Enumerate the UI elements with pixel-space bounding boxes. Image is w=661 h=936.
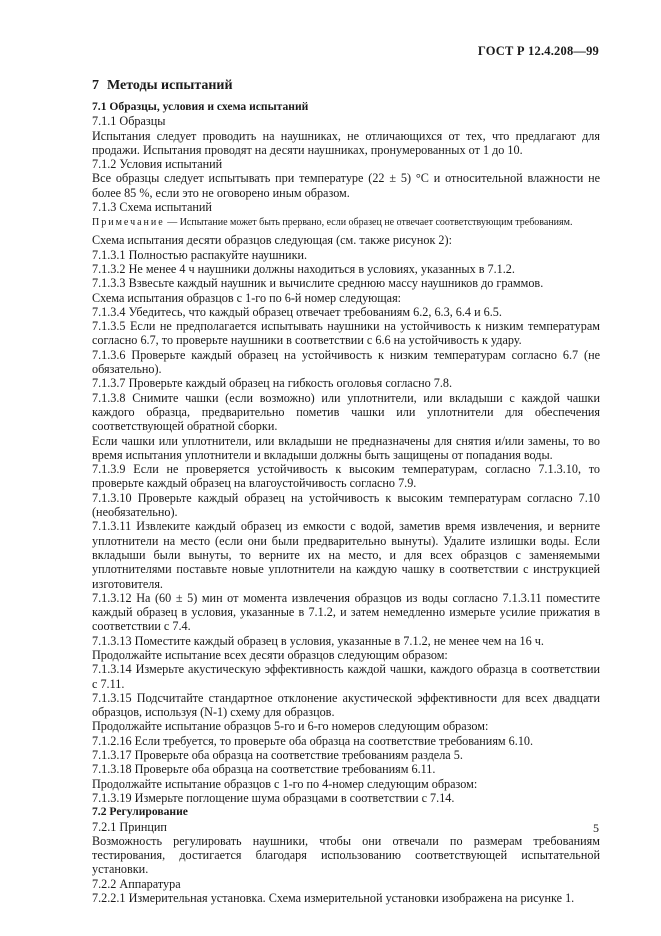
paragraph: 7.1.3.17 Проверьте оба образца на соответствие требованиям раздела 5. — [92, 748, 463, 763]
paragraph: Все образцы следует испытывать при температуре (22 ± 5) °С и относительной влажности не более 85 %, если это не оговорено иным образом. — [92, 171, 600, 200]
paragraph: 7.1.3.3 Взвесьте каждый наушник и вычислите среднюю массу наушников до граммов. — [92, 276, 544, 291]
paragraph: Возможность регулировать наушники, чтобы они отвечали по размерам требованиям тестирования, достигается благодаря использованию соответствующей испытательной установки. — [92, 833, 600, 877]
page-number: 5 — [593, 821, 599, 835]
page-content — [92, 78, 600, 905]
clause-heading: 7.1.2 Условия испытаний — [92, 157, 223, 172]
clause-heading: 7.1.3 Схема испытаний — [92, 200, 212, 215]
paragraph: 7.1.3.11 Извлеките каждый образец из емкости с водой, заметив время извлечения, и верните уплотнители на место (если они были предварительно вынуты). Удалите излишки воды. Если вкладыши были вынуты, то верните их на место, и для всех образцов с заменяемыми уплотнителями поставьте новые уплотнители на каждую чашку в соответствии с инструкцией изготовителя. — [92, 519, 600, 591]
paragraph: 7.1.2.16 Если требуется, то проверьте оба образца на соответствие требованиям 6.10. — [92, 733, 534, 748]
paragraph: 7.1.3.15 Подсчитайте стандартное отклонение акустической эффективности для всех двадцати образцов, используя (N-1) схему для образцов. — [92, 690, 600, 720]
paragraph: 7.1.3.18 Проверьте оба образца на соответствие требованиям 6.11. — [92, 762, 436, 777]
paragraph: 7.1.3.5 Если не предполагается испытывать наушники на устойчивость к низким температурам согласно 6.7, то проверьте наушники в соответствии с 6.6 на устойчивость к удару. — [92, 319, 600, 348]
section-title-text: Методы испытаний — [107, 78, 233, 93]
section-title — [92, 78, 600, 94]
paragraph: 7.1.3.8 Снимите чашки (если возможно) или уплотнители, или вкладыши с каждой чашки каждого образца, предварительно пометив чашки или уплотнители для обеспечения соответствующей обратной сборки. — [92, 390, 600, 434]
clause-heading: 7.2.2 Аппаратура — [92, 876, 181, 891]
paragraph: Продолжайте испытание всех десяти образцов следующим образом: — [92, 647, 448, 662]
clause-heading: 7.2.1 Принцип — [92, 819, 167, 834]
subsection-heading: 7.2 Регулирование — [92, 805, 188, 819]
paragraph: 7.1.3.4 Убедитесь, что каждый образец отвечает требованиям 6.2, 6.3, 6.4 и 6.5. — [92, 304, 502, 319]
paragraph: Продолжайте испытание образцов с 1-го по 4-номер следующим образом: — [92, 776, 478, 791]
paragraph: Если чашки или уплотнители, или вкладыши не предназначены для снятия и/или замены, то во время испытания уплотнители и вкладыши должны быть защищены от попадания воды. — [92, 433, 600, 462]
paragraph: 7.1.3.2 Не менее 4 ч наушники должны находиться в условиях, указанных в 7.1.2. — [92, 261, 515, 276]
subsection-heading: 7.1 Образцы, условия и схема испытаний — [92, 100, 309, 113]
page-header: ГОСТ Р 12.4.208—99 — [477, 44, 599, 58]
paragraph: 7.1.3.9 Если не проверяется устойчивость к высоким температурам, согласно 7.1.3.10, то проверьте каждый образец на влагоустойчивость согласно 7.9. — [92, 462, 600, 491]
paragraph: 7.1.3.1 Полностью распакуйте наушники. — [92, 247, 308, 262]
paragraph: Схема испытания десяти образцов следующая (см. также рисунок 2): — [92, 233, 452, 248]
paragraph: Схема испытания образцов с 1-го по 6-й номер следующая: — [92, 290, 402, 305]
paragraph: 7.1.3.10 Проверьте каждый образец на устойчивость к высоким температурам согласно 7.10 (необязательно). — [92, 490, 600, 520]
paragraph: 7.1.3.7 Проверьте каждый образец на гибкость оголовья согласно 7.8. — [92, 376, 453, 391]
note-label: Примечание — [92, 217, 165, 229]
section-number: 7 — [92, 78, 99, 93]
clause-heading: 7.1.1 Образцы — [92, 114, 166, 129]
paragraph: 7.1.3.6 Проверьте каждый образец на устойчивость к низким температурам согласно 6.7 (не обязательно). — [92, 347, 600, 377]
paragraph: 7.1.3.14 Измерьте акустическую эффективность каждой чашки, каждого образца в соответствии с 7.11. — [92, 662, 600, 691]
paragraph: 7.1.3.19 Измерьте поглощение шума образцами в соответствии с 7.14. — [92, 790, 455, 805]
paragraph: Продолжайте испытание образцов 5-го и 6-го номеров следующим образом: — [92, 719, 489, 734]
note-text: — Испытание может быть прервано, если образец не отвечает соответствующим требованиям. — [164, 217, 573, 229]
note-paragraph — [92, 217, 600, 229]
paragraph: 7.2.2.1 Измерительная установка. Схема измерительной установки изображена на рисунке 1. — [92, 891, 575, 906]
paragraph: Испытания следует проводить на наушниках, не отличающихся от тех, что предлагают для продажи. Испытания проводят на десяти наушниках, пронумерованных от 1 до 10. — [92, 128, 600, 157]
paragraph: 7.1.3.13 Поместите каждый образец в условия, указанные в 7.1.2, не менее чем на 16 ч. — [92, 633, 544, 648]
paragraph: 7.1.3.12 На (60 ± 5) мин от момента извлечения образцов из воды согласно 7.1.3.11 поместите каждый образец в условия, указанные в 7.1.2, и затем немедленно измерьте усилие прижатия в соответствии с 7.4. — [92, 590, 600, 634]
